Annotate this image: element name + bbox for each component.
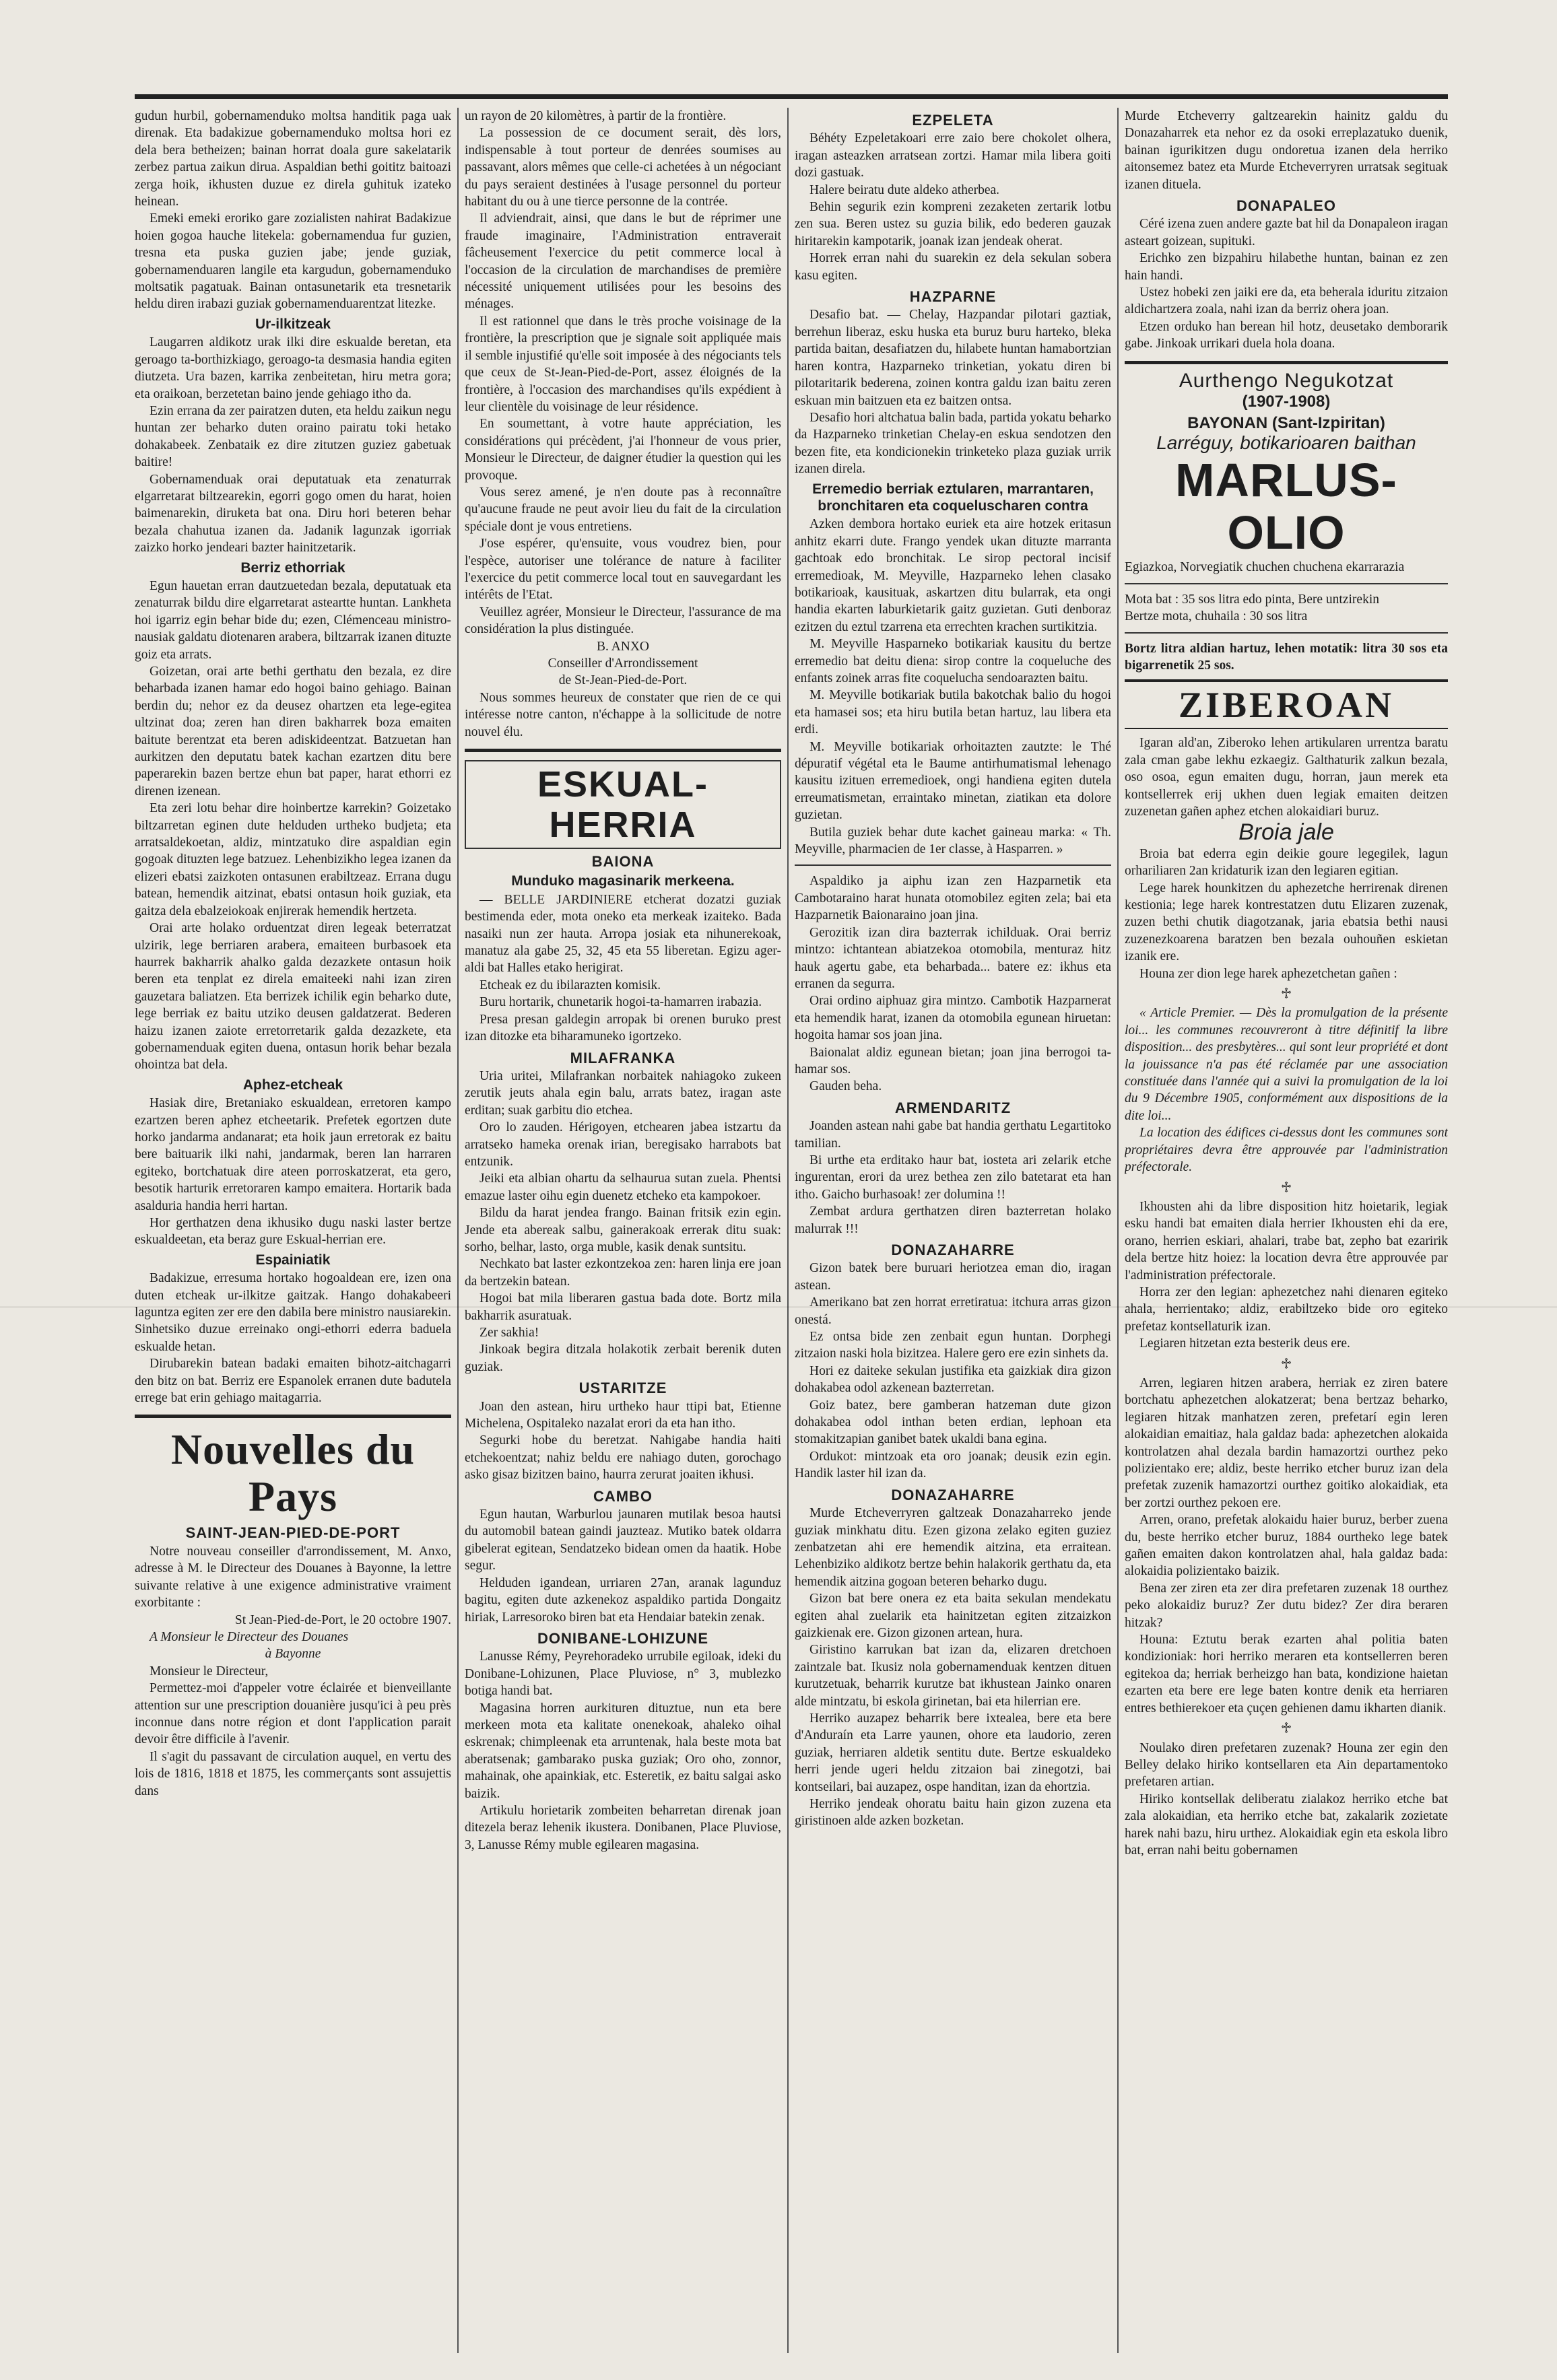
paragraph: Emeki emeki eroriko gare zozialisten nahirat Badakizue hoien gogoa hauche litekela: gobernamendua fur guzien, tresna eta puska guzien jabe; jende guziak, gobernamenduaren langile eta kargudun, gobernamenduko moltsatik pagatuak. Bainan ontasunetarik eta tresnetarik heldu diren irabazi guziak gobernamenduarentzat litezke. [135, 211, 451, 312]
section-rule [465, 749, 781, 752]
section-heading: ARMENDARITZ [894, 1099, 1012, 1116]
paragraph: Segurki hobe du beretzat. Nahigabe handia haiti etchekoentzat; nahiz beldu ere nahiago duten, gorochago asko gisaz bizitzen baino, haurra zerurat joaiten ikhusi. [465, 1433, 781, 1483]
paragraph: Butila guziek behar dute kachet gaineau marka: « Th. Meyville, pharmacien de 1er classe, à Hasparren. » [795, 825, 1111, 857]
paragraph: Ordukot: mintzoak eta oro joanak; deusik ezin egin. Handik laster hil izan da. [795, 1449, 1111, 1481]
paragraph: Badakizue, erresuma hortako hogoaldean ere, izen ona duten etcheak ur-ilkitze gaitzak. Hango dohakabeeri laguntza egiten zer ere den dabila bere ministro nausiarekin. Sinhetsiko duzue erreinako ongi-ethorri ederra baduela eskualde hetan. [135, 1271, 451, 1354]
paragraph: Oro lo zauden. Hérigoyen, etchearen jabea istzartu da arratseko hameka orenak irian, beregisako harrabots bat entzunik. [465, 1120, 781, 1169]
paragraph: Houna zer dion lege harek aphezetchetan gañen : [1139, 966, 1397, 981]
paragraph: Notre nouveau conseiller d'arrondissement, M. Anxo, adresse à M. le Directeur des Douanes à Bayonne, la lettre suivante relative à une exigence administrative vraiment exorbitante : [135, 1544, 451, 1610]
paragraph: Azken dembora hortako euriek eta aire hotzek eritasun anhitz ekarri dute. Frango yendek ukan dituzte marranta gachtoak edo bronchitak. Le sirop pectoral incisif erremedioak, M. Meyville, Hazparneko lehen clasako botikarioak, kausituak, askartzen ditu bularrak, eta ongi handia ekarten laburkietarik gaitz guzietan. Guti denboraz ezitzen du eztul tzarrena eta errechten krachen surtikitzia. [795, 517, 1111, 634]
paragraph: Goizetan, orai arte bethi gerthatu den bezala, ez dire beharbada izanen hamar edo hogoi baino gehiago. Bainan berdin du; nehor ez da deusez ohartzen eta lege-egitea ultzinat doa; zeren han diren bakharrek boza emaiten baitute berentzat eta beren adiskideentzat. Batzuetan han aurkitzen den deputatu batek kachan ezartzen ditu bere paperarekin bazen bertze ehun bat paper, harat ethorri ez direnen izenean. [135, 665, 451, 798]
paragraph: Legiaren hitzetan ezta besterik deus ere. [1139, 1336, 1350, 1351]
ad-product: MARLUS-OLIO [1175, 454, 1397, 559]
paragraph: Céré izena zuen andere gazte bat hil da Donapaleon iragan asteart goizean, supituki. [1125, 217, 1448, 248]
paragraph: Ezin errana da zer pairatzen duten, eta heldu zaikun negu huntan zer beharko duten oraino pairatu toki hetako dohakabeek. Zenbataik ez dire zitutzen guziez gabetuak baitire! [135, 403, 451, 470]
section-heading: Ur-ilkitzeak [255, 316, 331, 332]
section-heading: CAMBO [593, 1487, 653, 1505]
section-heading: Berriz ethorriak [240, 559, 345, 576]
subheading: Munduko magasinarik merkeena. [511, 873, 735, 889]
section-rule [135, 1415, 451, 1418]
quotation: La location des édifices ci-dessus dont les communes sont propriétaires devra être approuvée par l'administration préfectorale. [1125, 1126, 1448, 1175]
paragraph: Desafio bat. — Chelay, Hazpandar pilotari gaztiak, berrehun liberaz, esku huska eta buruz buru harteko, bleka partida baitan, desafiatzen du, hilabete huntan hamabortzian haren kontra, Hazparneko trinketian, yokatu diren bi pilotaritarik bederena, zoinen kontra galdu izan baitu zeren eskuan min baitzuen eta ez baitzen ontsa. [795, 308, 1111, 408]
column-4 [1125, 108, 1448, 2353]
ad-city: BAYONAN (Sant-Izpiritan) [1187, 413, 1385, 432]
paragraph: Hasiak dire, Bretaniako eskualdean, erretoren kampo ezartzen beren aphez etcheetarik. Prefetek egortzen dute horko jandarma andanarat; eta hoik jaun erretorak ez baitu bere baituarik ilki nahi, jandarmak, beren lan harraren egiteko, bortchatuak dire ateen porroskatzerat, eta gero, besotik harturik erretoraren kampo emaitera. Hortarik bada asalduria handia herri hartan. [135, 1096, 451, 1213]
section-heading: SAINT-JEAN-PIED-DE-PORT [185, 1524, 401, 1542]
paragraph: M. Meyville Hasparneko botikariak kausitu du bertze erremedio bat deitu diena: sirop contre la coqueluche des enfants zoinek arras fite coquelucha sendoarazten baitu. [795, 637, 1111, 685]
paragraph: Nous sommes heureux de constater que rien de ce qui intéresse notre canton, n'échappe à la sollicitude de notre nouvel élu. [465, 690, 781, 739]
ad-price: Bertze mota, chuhaila : 30 sos litra [1125, 609, 1308, 624]
paragraph: Veuillez agréer, Monsieur le Directeur, l'assurance de ma considération la plus distinguée. [465, 605, 781, 637]
paragraph: Jinkoak begira ditzala holakotik zerbait berenik duten guziak. [465, 1342, 781, 1374]
section-heading: MILAFRANKA [570, 1049, 676, 1066]
paragraph: Desafio hori altchatua balin bada, partida yokatu beharko da Hazparneko trinketian Chelay-en eskua sendotzen den bezen fite, eta kondicionekin trinketeko plaza guziak urrik izanen direla. [795, 410, 1111, 477]
paragraph: Uria uritei, Milafrankan norbaitek nahiagoko zukeen zerutik jeuts ahala egin balu, arrats batez, iragan aste erditan; suak garbitu dio etchea. [465, 1068, 781, 1118]
paragraph: M. Meyville botikariak orhoitazten zautzte: le Thé dépuratif végétal eta le Baume antirhumatismal lehenago kausitu izituen erremedioek, ongi handiena egiten dutela erreumatismetan, erraintako minetan, ziatikan eta dolore guzietan. [795, 739, 1111, 823]
paragraph: Béhéty Ezpeletakoari erre zaio bere chokolet olhera, iragan asteazken arratsean zortzi. Hamar mila libera goiti dozi gastuak. [795, 131, 1111, 180]
paragraph: Ez ontsa bide zen zenbait egun huntan. Dorphegi zitzaion naski hola bizitzea. Halere gero ere ezin sinhets da. [795, 1330, 1111, 1361]
paragraph: Eta zeri lotu behar dire hoinbertze karrekin? Goizetako biltzarretan eginen dute helduden urtheko budjeta; eta arratsaldekoetan, aldiz, mintzatuko dire aspaldian egin gogoak dituzten lege batzuez. Lehenbizikho legea izanen da elizeri ebatsi zaizkoten ontasunen erabiltzeaz. Errana dugu batean, hemendik aitzinat, ebatsi ontasun hoik guziak, eta gaitza dela ebalzeiokoak enjirerak hemendik hertzeta. [135, 801, 451, 918]
section-heading: DONIBANE-LOHIZUNE [537, 1629, 709, 1647]
paragraph: Bena zer ziren eta zer dira prefetaren zuzenak 18 ourthez peko alokaidiz buruz? Zer dutu bidez? Zer dira beraren hitzak? [1125, 1581, 1448, 1630]
column-2 [465, 108, 781, 2353]
section-heading: DONAZAHARRE [891, 1486, 1015, 1503]
section-heading: DONAPALEO [1236, 197, 1336, 215]
paragraph: Gizon bat bere onera ez eta baita sekulan mendekatu egiten ahal zuelarik eta hainitzetan egiten zitzaizkon gaizkienak ere. Gizon gizonen artean, hura. [795, 1592, 1111, 1640]
paragraph: Igaran ald'an, Ziberoko lehen artikularen urrentza baratu zala cman gabe lekhu ezkaegiz. Galthaturik zalkun bezala, oso osoa, egun emaiten dugu, horran, jaun merek eta kontsellerrek erij ukhen duen legiak emaiten deitzen zuzenetan gañen aphez etchen alokaidiari buruz. [1125, 736, 1448, 819]
paragraph: Behin segurik ezin kompreni zezaketen zertarik lotbu zen sua. Beren ustez su guzia bilik, edo bederen gauzak hiritarekin kampotarik, joanak izan jendeak oherat. [795, 200, 1111, 248]
section-rule [1125, 361, 1448, 364]
paragraph: Broia bat ederra egin deikie goure legegilek, lagun orhariliaren 2an kridaturik izan den legiaren egitian. [1125, 846, 1448, 879]
paragraph: Hiriko kontsellak deliberatu zialakoz herriko etche bat zala alokaidian, eta herriko etche bat, zakalarik zozietate harek nahi bazu, hiru urthez. Alokaidiak egin eta eskola libro bat, erran nahi beitu gobernamen [1125, 1792, 1448, 1858]
paragraph: Murde Etcheverryren galtzeak Donazaharreko jende guziak minkhatu ditu. Ezen gizona zelako egiten guziez zenbatzetan ahi ere hemendik aitzina, eta erraitean. Lehenbiziko aldikotz bertze behin halakorik gerthatu da, eta hemendik aitzina gogoan beteren beharko dugu. [795, 1506, 1111, 1589]
paragraph: Dirubarekin batean badaki emaiten bihotz-aitchagarri den bitz on bat. Berriz ere Espanolek erranen dute badutela errege bat erin gehiago maitagarria. [135, 1357, 451, 1406]
paragraph: Artikulu horietarik zombeiten beharretan direnak joan ditezela beraz lehenik ikustera. Donibanen, Place Pluviose, 3, Lanusse Rémy muble egilearen magasina. [465, 1803, 781, 1852]
paragraph: — BELLE JARDINIERE etcherat dozatzi guziak bestimenda eder, mota oneko eta merkeak izaiteko. Bada nasaiki nun zer hauta. Arropa josiak eta nihunerekoak, manatuz ala gabe 25, 32, 45 eta 55 liberetan. Egizu ager-aldi bat Halles etako herigirat. [465, 892, 781, 976]
paragraph: Aspaldiko ja aiphu izan zen Hazparnetik eta Cambotaraino harat hunata otomobilez egiten zela; bai eta Hazparnetik Baionaraino joan jina. [795, 874, 1111, 923]
paper-fold [0, 1306, 1557, 1308]
paragraph: Zer sakhia! [479, 1326, 539, 1340]
paragraph: Gerozitik izan dira bazterrak ichilduak. Orai berriz mintzo: ichtantean abiatzekoa otomobila, menturaz hitz hauk agertu gabe, eta beharbada... batere ez: ikhus eta erranen da segurra. [795, 925, 1111, 991]
paragraph: Baionalat aldiz egunean bietan; joan jina berrogoi ta-hamar sos. [795, 1045, 1111, 1077]
letter-address: à Bayonne [265, 1647, 321, 1662]
cross-icon: ♱ [1280, 1720, 1292, 1737]
paragraph: Magasina horren aurkituren dituztue, nun eta bere merkeen mota eta kalitate onenekoak, ahaleko oihal eskrenak; chimpleenak eta arruntenak, hala beste mota bat aberatsenak; gambarako puska guziak; Oro oho, zonnor, mahainak, ohe apainkiak, etc. Esteretik, ez baitu salgai asko baizik. [465, 1701, 781, 1801]
paragraph: Herriko jendeak ohoratu baitu hain gizon zuzena eta giristinoen alde azken bozketan. [795, 1797, 1111, 1829]
column-divider [1117, 108, 1119, 2353]
cross-icon: ♱ [1280, 1355, 1292, 1372]
paragraph: M. Meyville botikariak butila bakotchak balio du hogoi eta hamasei sos; eta hiru butila betan hartuz, lau libera eta erdi. [795, 688, 1111, 737]
ad-rule [1125, 583, 1448, 584]
paragraph: En soumettant, à votre haute appréciation, les considérations qui précèdent, j'ai l'honneur de vous prier, Monsieur le Directeur, de daigner étudier la question qui les provoque. [465, 417, 781, 483]
ziberoan-banner: ZIBEROAN [1125, 679, 1448, 729]
cross-icon: ♱ [1280, 985, 1292, 1002]
subheading: Broia jale [1238, 819, 1334, 846]
paragraph: Gobernamenduak orai deputatuak eta zenaturrak elgarretarat biltzearekin, egorri gogo omen du harat, hoien baimenarekin, diruketa bat ona. Diru hori beteren behar bezala chahutua izanen da. Jadanik lagunzak igorriak zaizko horko jendeari bazter hainitzetarik. [135, 472, 451, 555]
paragraph: Lege harek hounkitzen du aphezetche herrirenak direnen kestionia; lege harek kontrestatzen dutu Elizaren zuzenak, zuzen bethi chutik diagotzanak, jaria ebatsia bethi nausi zuzenezkoarena baratzen ben bezala ouhouñen eskietan izanik ere. [1125, 881, 1448, 964]
ad-price: Bortz litra aldian hartuz, lehen motatik: litra 30 sos eta bigarrenetik 25 sos. [1125, 641, 1448, 673]
top-rule [135, 94, 1448, 99]
letter-address: A Monsieur le Directeur des Douanes [150, 1629, 349, 1644]
paragraph: Ustez hobeki zen jaiki ere da, eta beherala iduritu zitzaion aldichartzera zoala, nahi izan da berriz ohera joan. [1125, 285, 1448, 317]
paragraph: Orai ordino aiphuaz gira mintzo. Cambotik Hazparnerat eta hemendik harat, izanen da otomobila egunean hiruetan: hogoita hamar sos joan jina. [795, 994, 1111, 1043]
paragraph: Il adviendrait, ainsi, que dans le but de réprimer une fraude imaginaire, l'Administration entraverait fâcheusement l'exercice du petit commerce local à l'occasion de la circulation de marchandises de première nécessité uniquement utilisées pour les besoins des ménages. [465, 211, 781, 312]
signature: B. ANXO [596, 639, 649, 654]
paragraph: Etzen orduko han berean hil hotz, deusetako demborarik gabe. Jinkoak urrikari duela hola doana. [1125, 319, 1448, 351]
ad-description: Egiazkoa, Norvegiatik chuchen chuchena ekarrarazia [1125, 560, 1405, 575]
paragraph: Helduden igandean, urriaren 27an, aranak lagunduz bagitu, egiten dute azkenekoz aspaldiko partida Dongaitz hiriak, Larresoroko biren bat eta Hendaiar batekin zenak. [465, 1575, 781, 1625]
paragraph: Lanusse Rémy, Peyrehoradeko urrubile egiloak, ideki du Donibane-Lohizunen, Place Pluviose, n° 3, mublezko botiga handi bat. [465, 1650, 781, 1699]
paragraph: un rayon de 20 kilomètres, à partir de la frontière. [465, 109, 727, 123]
paragraph: Jeiki eta albian ohartu da selhaurua sutan zuela. Phentsi emazue laster oihu egin duenetz etcheko eta kampokoer. [465, 1171, 781, 1203]
section-heading: Espainiatik [255, 1252, 331, 1268]
section-heading: EZPELETA [912, 112, 994, 129]
ad-years: (1907-1908) [1242, 393, 1331, 411]
paragraph: Egun hauetan erran dautzuetedan bezala, deputatuak eta zenaturrak bildu dire elgarretarat asteartte huntan. Lankheta hoi igarriz egin behar bide du; ezen, Clémenceau ministro-nausiak galdatu diotenaren arabera, biltzarrak izanen dituzte goiz eta arrats. [135, 578, 451, 662]
paragraph: Arren, orano, prefetak alokaidu haier buruz, berber zuena du, beste herriko etcher buruz, 1884 ourtheko lege batek gañen emaiten dakon kontrolatzen ahal, hala galdaz bada: alokaidia polizientako baizik. [1125, 1513, 1448, 1579]
paragraph: Bi urthe eta erditako haur bat, iosteta ari zelarik etche ingurentan, erori da urez bethea zen zilo batetarat eta han itho. Gaicho burhasoak! zer dolumina !! [795, 1153, 1111, 1202]
signature: Conseiller d'Arrondissement [548, 656, 698, 671]
paragraph: Noulako diren prefetaren zuzenak? Houna zer egin den Belley delako hiriko kontsellaren eta Ain departamentoko prefetaren artian. [1125, 1740, 1448, 1790]
section-heading: BAIONA [591, 853, 655, 871]
paragraph: Gauden beha. [809, 1079, 882, 1094]
paragraph: Halere beiratu dute aldeko atherbea. [809, 182, 1000, 197]
paragraph: La possession de ce document serait, dès lors, indispensable à tout porteur de denrées soumises au passavant, alors mêmes que celle-ci achetées à un négociant du pays seraient destinées à l'usage personnel du porteur habitant du ou à une tierce personne de la contrée. [465, 126, 781, 209]
ad-title: Aurthengo Negukotzat [1179, 369, 1394, 392]
section-heading: DONAZAHARRE [891, 1242, 1015, 1258]
paragraph: Joanden astean nahi gabe bat handia gerthatu Legartitoko tamilian. [795, 1119, 1111, 1151]
paragraph: Etcheak ez du ibilarazten komisik. [479, 978, 661, 992]
paragraph: gudun hurbil, gobernamenduko moltsa handitik paga uak direnak. Eta badakizue gobernamenduko moltsa hori ez dela bera betheizen; bainan horrat doala gure sakelatarik zerbez partua zaikun dirua. Aspaldian bethi goititz baitoazi zerga hoik, ikhusten duzue ez direla guhituk izateko heinean. [135, 109, 451, 209]
paragraph: Horra zer den legian: aphezetchez nahi dienaren egiteko ahala, herrientako; aldiz, erabiltzeko bide oro egiteko prefetaz kontsellaturik izan. [1125, 1285, 1448, 1334]
section-heading: Erremedio berriak eztularen, marrantaren, bronchitaren eta coqueluscharen contra [812, 481, 1094, 514]
paragraph: Goiz batez, bere gamberan hatzeman dute gizon dohakabea odol inthan beten erdian, lephoan eta stomakitzapian ganibet batek ukaldi bana egina. [795, 1398, 1111, 1447]
ad-rule [1125, 632, 1448, 634]
ad-shop: Larréguy, botikarioaren baithan [1156, 432, 1416, 453]
paragraph: Zembat ardura gerthatzen diren bazterretan holako malurrak !!! [795, 1204, 1111, 1236]
paragraph: Murde Etcheverry galtzearekin hainitz galdu du Donazaharrek eta nehor ez da osoki erreplazatuko duenik, bainan igurikitzen dugu ondoretua izanen dela herriko aitonsemez batez eta Murde Etcheverryren urratsak segituak izanen dituela. [1125, 109, 1448, 192]
paragraph: Laugarren aldikotz urak ilki dire eskualde beretan, eta geroago ta-borthizkiago, geroago-ta desmasia handia egiten diutzeta. Ura bazen, karrika zenbeitetan, hiru metra gora; eta oraikoan, berzetetan baino jende gehiago itho da. [135, 335, 451, 401]
paragraph: Orai arte holako orduentzat diren legeak beterratzat ulzirik, lege berriaren arabera, emaiteen burbasoek eta haurrek bakharrik ahalko galda dezazkete ontasun hoik beren eta tenplat ez direla emaiteeki nahi izan ziren gauzetara baliatzen. Eta berrizek ichilik egin beharko dute, lege berriak ez baitu utziko deusen galdatzerat. Bederen haizu izanen zaiote erretorretarik galda dezazkete, eta gobernamenduak egiten duena, ontasun horik behar bezala ohointza bat dela. [135, 921, 451, 1073]
paragraph: Permettez-moi d'appeler votre éclairée et bienveillante attention sur une prescription douanière jusqu'ici à peu près inconnue dans notre région et dont l'application parait devoir être difficile à l'avenir. [135, 1681, 451, 1747]
letter-salutation: Monsieur le Directeur, [150, 1664, 269, 1678]
eskual-herria-banner: ESKUAL-HERRIA [465, 760, 781, 849]
paragraph: Bildu da harat jendea frango. Bainan fritsik ezin egin. Jende eta abereak salbu, gainerakoak errerak ditu suak: sorho, belhar, lasto, orga muble, kasik denak suntsitu. [465, 1206, 781, 1254]
paragraph: Joan den astean, hiru urtheko haur ttipi bat, Etienne Michelena, Ospitaleko nazalat erori da eta han itho. [465, 1399, 781, 1431]
paragraph: Il est rationnel que dans le très proche voisinage de la frontière, la prescription que je signale soit appliquée mais il semble injustifié qu'elle soit imposée à des négociants tels que ceux de St-Jean-Pied-de-Port, assez éloignés de la frontière, à l'occasion des marchandises qu'ils expédient à leur clientèle du voisinage de leur résidence. [465, 314, 781, 414]
section-heading: HAZPARNE [909, 288, 997, 306]
paragraph: Buru hortarik, chunetarik hogoi-ta-hamarren irabazia. [479, 995, 762, 1010]
cross-icon: ♱ [1280, 1178, 1292, 1196]
paragraph: Nechkato bat laster ezkontzekoa zen: haren linja ere joan da bertzekin batean. [465, 1257, 781, 1289]
paragraph: Hor gerthatzen dena ikhusiko dugu naski laster bertze eskualdeetan, eta beraz gure Eskual-herrian ere. [135, 1216, 451, 1248]
paragraph: Egun hautan, Warburlou jaunaren mutilak besoa hautsi du automobil batean gaindi jauzteaz. Mutiko batek oldarra gibelerat egitean, Sendatzeko bidean omen da haatik. Hobe segur. [465, 1507, 781, 1573]
paragraph: Ikhousten ahi da libre disposition hitz hoietarik, legiak esku handi bat emaiten diala herrier Ikhousten ehi da ere, orano, herrien eskiari, ahalari, trabe bat, zepho bat ezaririk dela bertze hitz hoiez: la location devra être approuvée par l'administration préfectorale. [1125, 1199, 1448, 1283]
paragraph: Presa presan galdegin arropak bi orenen buruko prest izan ditozke eta biharamuneko igortzeko. [465, 1012, 781, 1044]
paragraph: J'ose espérer, qu'ensuite, vous voudrez bien, pour l'espèce, autoriser une tolérance de nature à faciliter l'exercice du petit commerce local tout en sauvegardant les intérêts de l'Etat. [465, 537, 781, 603]
paragraph: Amerikano bat zen horrat erretiratua: itchura arras gizon onestá. [795, 1295, 1111, 1327]
section-heading: Aphez-etcheak [242, 1077, 343, 1093]
signature: de St-Jean-Pied-de-Port. [558, 673, 688, 688]
column-3 [795, 108, 1111, 2353]
ad-price: Mota bat : 35 sos litra edo pinta, Bere untzirekin [1125, 592, 1379, 607]
letter-date: St Jean-Pied-de-Port, le 20 octobre 1907. [234, 1612, 451, 1627]
paragraph: Giristino karrukan bat izan da, elizaren dretchoen zaintzale bat. Ikusiz nola gobernamenduak kentzen dituen kurutzetuak, beharrik kurutze bat ikhustean Jainko onaren alde mintzatu, bi eskola girinetan, bai eta hilerrian ere. [795, 1643, 1111, 1709]
column-1 [135, 108, 451, 2353]
paragraph: Erichko zen bizpahiru hilabethe huntan, bainan ez zen hain handi. [1125, 251, 1448, 283]
quotation: « Article Premier. — Dès la promulgation de la présente loi... les communes recouvreront à titre définitif la libre disposition... des presbytères... qui sont leur propriété et dont la jouissance n'a pas été réclamée par une association constituée dans l'année qui a suivi la promulgation de la loi du 9 Décembre 1905, conformément aux dispositions de la dite loi... [1125, 1006, 1448, 1123]
paragraph: Il s'agit du passavant de circulation auquel, en vertu des lois de 1816, 1818 et 1875, les commerçants sont assujettis dans [135, 1749, 451, 1798]
paragraph: Vous serez amené, je n'en doute pas à reconnaître qu'aucune fraude ne peut avoir lieu du fait de la circulation spéciale dont je vous entretiens. [465, 485, 781, 534]
paragraph: Houna: Eztutu berak ezarten ahal politia baten kondizioniak: hori herriko meraren eta kontsellerren beren egitekoa da; herriak berheizgo han bata, kondizione haietan ezarten eta bere ere lege baten kontre denik eta herriaren entres bethierekoer eta çuçen gehienen damu ikharten dianik. [1125, 1633, 1448, 1715]
section-rule [795, 864, 1111, 866]
paragraph: Arren, legiaren hitzen arabera, herriak ez ziren batere bortchatu aphezetchen alokatzerat; bena bertzaz beharko, legiaren hitzak manhatzen zeren, prefetarí egin leren alokaidian emaitiaz, hala galdaz bada: aphezetchen alokaida kontrolatzen ahal dezala bardin hamazortzi ourthez peko polizientako ere; aldiz, beste herriko etcher buruz izan dela prefetak zuzenik hamazortzi ourthez goitiko alokaidiak, eta ber zortzi ourthez pekoen ere. [1125, 1375, 1448, 1510]
paragraph: Hori ez daiteke sekulan justifika eta gaizkiak dira gizon dohakabea odol azkenean bazterretan. [795, 1363, 1111, 1396]
column-divider [457, 108, 459, 2353]
section-heading: USTARITZE [578, 1380, 667, 1397]
paragraph: Horrek erran nahi du suarekin ez dela sekulan sobera kasu egiten. [795, 251, 1111, 283]
paragraph: Gizon batek bere buruari heriotzea eman dio, iragan astean. [795, 1261, 1111, 1293]
paragraph: Hogoi bat mila liberaren gastua bada dote. Bortz mila bakharrik asuratuak. [465, 1291, 781, 1323]
nouvelles-du-pays-title: Nouvelles du Pays [170, 1425, 416, 1521]
paragraph: Herriko auzapez beharrik bere ixtealea, bere eta bere d'Anduraín eta Larre yaunen, ohore eta laudorio, zeren guziak, herriaren aldetik sentitu dute. Bertze eskualdeko herri jende ugeri heldu zitzaion bai zinegotzi, bai kontseilari, bai auzapez, ospe handitan, izan da ehortzia. [795, 1711, 1111, 1794]
column-divider [787, 108, 789, 2353]
